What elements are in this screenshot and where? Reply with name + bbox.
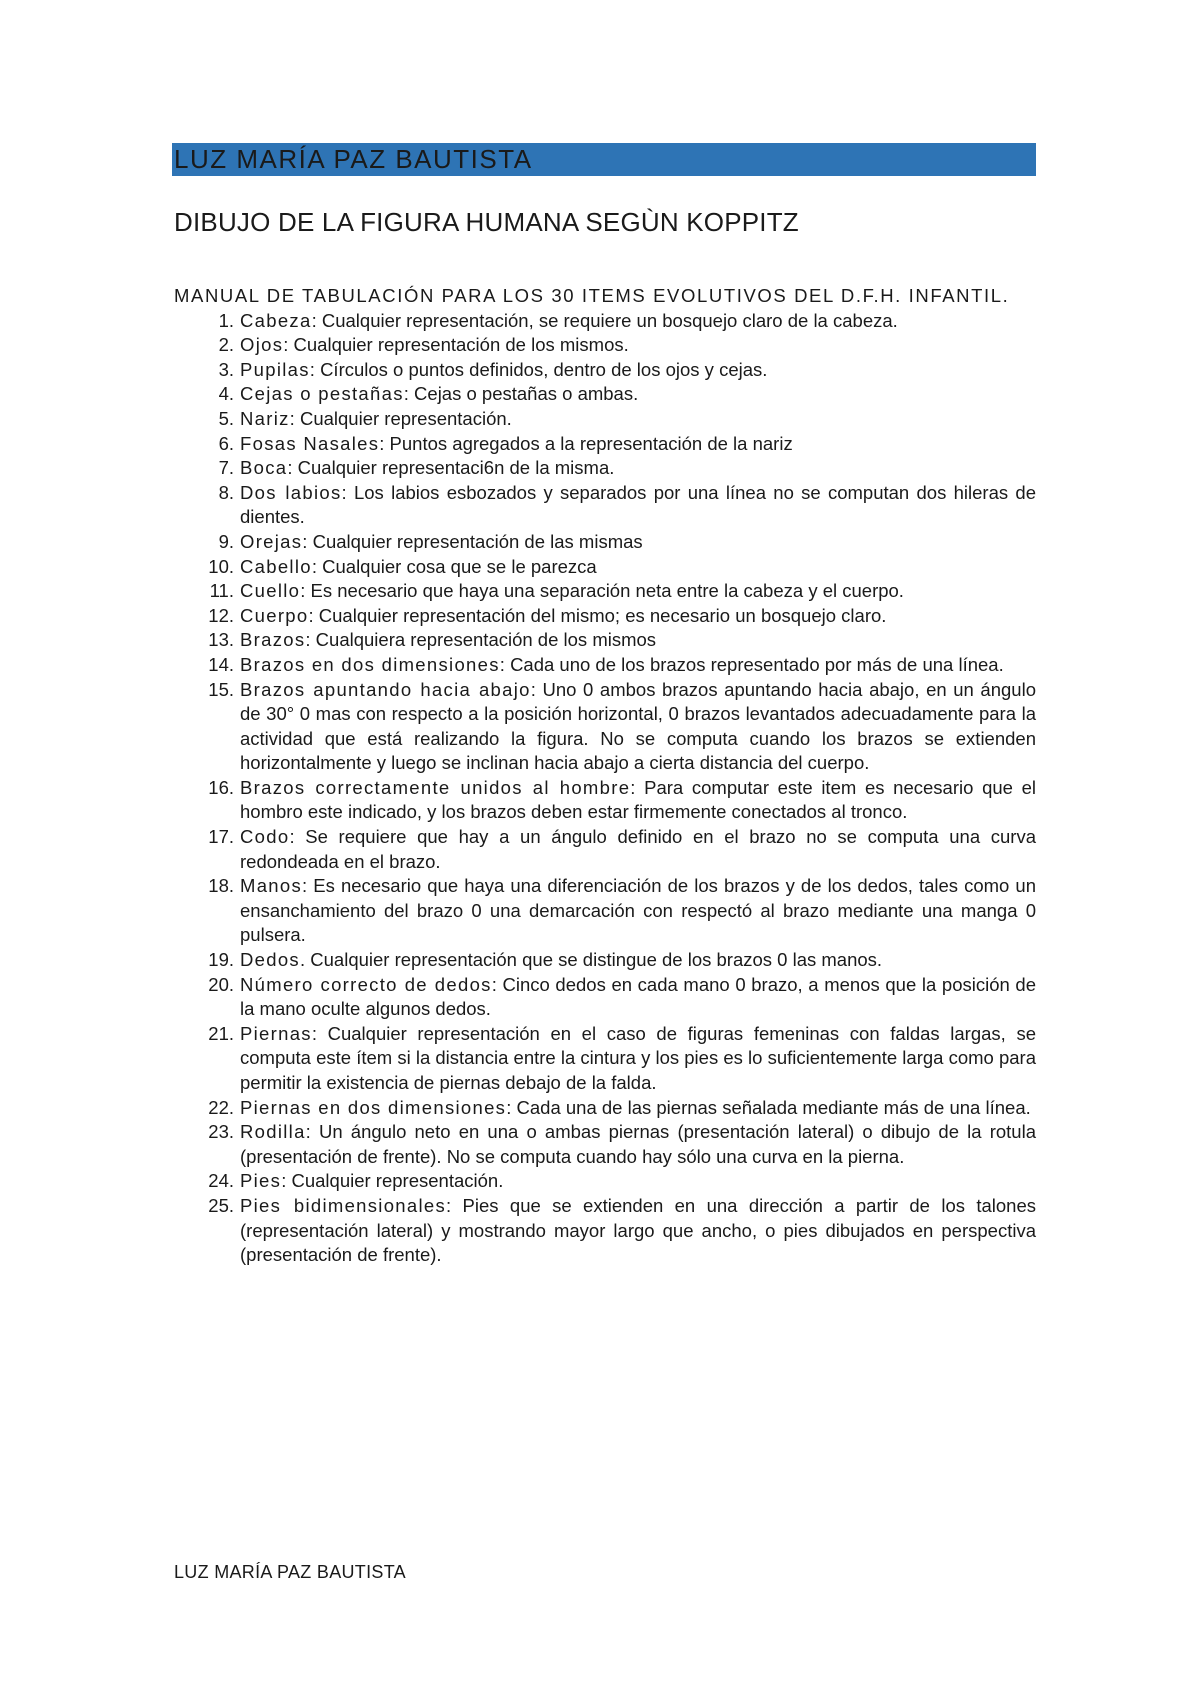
- item-description: Cada una de las piernas señalada mediante más de una línea.: [516, 1096, 1031, 1118]
- item-separator: :: [341, 481, 354, 503]
- item-description: Cualquier representaci6n de la misma.: [297, 457, 615, 479]
- item-separator: :: [311, 1022, 328, 1044]
- item-description: Cejas o pestañas o ambas.: [414, 383, 639, 405]
- item-term: Fosas Nasales: [240, 432, 380, 454]
- item-term: Rodilla: [240, 1121, 306, 1143]
- item-term: Codo: [240, 826, 290, 848]
- item-term: Dedos: [240, 949, 300, 971]
- item-term: Brazos apuntando hacia abajo: [240, 678, 531, 700]
- item-separator: :: [446, 1194, 463, 1216]
- list-item: [174, 555, 1036, 580]
- item-description: Cinco dedos en cada mano 0 brazo, a menos que la posición de la mano oculte algunos dedos.: [240, 973, 1037, 1020]
- item-term: Número correcto de dedos: [240, 973, 492, 995]
- item-description: Cualquier representación de los mismos.: [293, 334, 629, 356]
- item-number: 17.: [208, 826, 234, 848]
- list-item: [174, 481, 1036, 530]
- item-number: 9.: [218, 530, 234, 552]
- list-item: [174, 407, 1036, 432]
- item-term: Boca: [240, 457, 288, 479]
- list-item: [174, 948, 1036, 973]
- item-description: Los labios esbozados y separados por una línea no se computan dos hileras de dientes.: [240, 481, 1036, 528]
- list-item: [174, 530, 1036, 555]
- item-term: Pies bidimensionales: [240, 1194, 447, 1216]
- list-item: [174, 973, 1036, 1022]
- document-body: [174, 284, 1036, 1268]
- item-term: Piernas: [240, 1022, 312, 1044]
- item-number: 5.: [218, 407, 234, 429]
- item-description: Para computar este item es necesario que el hombro este indicado, y los brazos deben estar firmemente conectados al tronco.: [240, 776, 1037, 823]
- item-description: Cada uno de los brazos representado por más de una línea.: [510, 653, 1004, 675]
- item-separator: :: [506, 1096, 517, 1118]
- item-number: 21.: [208, 1022, 234, 1044]
- list-item: [174, 432, 1036, 457]
- document-title: DIBUJO DE LA FIGURA HUMANA SEGÙN KOPPITZ: [174, 207, 799, 237]
- item-number: 22.: [208, 1096, 234, 1118]
- item-separator: :: [311, 309, 322, 331]
- list-item: [174, 1120, 1036, 1169]
- item-term: Brazos correctamente unidos al hombre: [240, 776, 631, 798]
- item-description: Cualquier cosa que se le parezca: [322, 555, 597, 577]
- item-number: 23.: [208, 1121, 234, 1143]
- item-term: Pupilas: [240, 358, 310, 380]
- list-item: [174, 358, 1036, 383]
- list-item: [174, 776, 1036, 825]
- item-term: Manos: [240, 875, 303, 897]
- item-separator: :: [283, 334, 294, 356]
- item-separator: :: [300, 580, 311, 602]
- item-description: Es necesario que haya una separación neta entre la cabeza y el cuerpo.: [310, 580, 904, 602]
- item-description: Un ángulo neto en una o ambas piernas (presentación lateral) o dibujo de la rotula (presentación de frente). No se computa cuando hay sólo una curva en la pierna.: [240, 1121, 1036, 1167]
- item-number: 15.: [208, 678, 234, 700]
- item-description: Se requiere que hay a un ángulo definido en el brazo no se computa una curva redondeada en el brazo.: [240, 826, 1037, 872]
- item-description: Círculos o puntos definidos, dentro de los ojos y cejas.: [320, 358, 768, 380]
- item-separator: :: [302, 875, 314, 897]
- item-separator: :: [287, 457, 298, 479]
- item-description: Cualquier representación, se requiere un bosquejo claro de la cabeza.: [321, 309, 898, 331]
- item-separator: :: [305, 1121, 319, 1143]
- item-separator: :: [530, 678, 543, 700]
- item-number: 13.: [208, 629, 234, 651]
- item-separator: :: [379, 432, 390, 454]
- item-separator: :: [630, 776, 645, 798]
- list-item: [174, 382, 1036, 407]
- list-item: [174, 1169, 1036, 1194]
- item-number: 2.: [218, 334, 234, 356]
- item-separator: :: [305, 629, 316, 651]
- item-description: Es necesario que haya una diferenciación de los brazos y de los dedos, tales como un ensanchamiento del brazo 0 una demarcación con respectó al brazo mediante una manga 0 pulsera.: [240, 875, 1037, 946]
- footer-author: LUZ MARÍA PAZ BAUTISTA: [174, 1562, 406, 1582]
- item-number: 3.: [218, 358, 234, 380]
- item-number: 6.: [218, 432, 234, 454]
- item-number: 20.: [208, 973, 234, 995]
- list-item: [174, 309, 1036, 334]
- manual-heading: MANUAL DE TABULACIÓN PARA LOS 30 ITEMS EVOLUTIVOS DEL D.F.H. INFANTIL.: [174, 285, 1010, 306]
- item-term: Brazos en dos dimensiones: [240, 653, 500, 675]
- item-number: 16.: [208, 776, 234, 798]
- item-separator: :: [491, 973, 503, 995]
- list-item: [174, 825, 1036, 874]
- item-description: Cualquiera representación de los mismos: [315, 629, 657, 651]
- item-description: Pies que se extienden en una dirección a partir de los talones (representación lateral) y mostrando mayor largo que ancho, o pies dibujados en perspectiva (presentación de frente).: [240, 1194, 1037, 1266]
- item-description: Puntos agregados a la representación de la nariz: [389, 432, 793, 454]
- item-term: Ojos: [240, 334, 284, 356]
- item-term: Piernas en dos dimensiones: [240, 1096, 507, 1118]
- item-description: Uno 0 ambos brazos apuntando hacia abajo, en un ángulo de 30° 0 mas con respecto a la posición horizontal, 0 brazos levantados adecuadamente para la actividad que está realizando la figura. No se computa cuando los brazos se extienden horizontalmente y luego se inclinan hacia abajo a cierta distancia del cuerpo.: [240, 678, 1036, 774]
- item-separator: :: [302, 530, 313, 552]
- item-number: 19.: [208, 949, 234, 971]
- item-term: Cabello: [240, 555, 312, 577]
- item-description: Cualquier representación.: [291, 1170, 504, 1192]
- list-item: [174, 628, 1036, 653]
- item-term: Cejas o pestañas: [240, 383, 404, 405]
- item-description: Cualquier representación del mismo; es necesario un bosquejo claro.: [318, 604, 887, 626]
- item-number: 8.: [218, 481, 234, 503]
- item-number: 14.: [208, 653, 234, 675]
- item-description: Cualquier representación que se distingue de los brazos 0 las manos.: [310, 949, 883, 971]
- item-description: Cualquier representación.: [299, 407, 512, 429]
- list-item: [174, 653, 1036, 678]
- item-separator: :: [311, 555, 323, 577]
- item-number: 7.: [218, 457, 234, 479]
- item-separator: :: [289, 826, 306, 848]
- item-number: 1.: [218, 309, 234, 331]
- item-term: Pies: [240, 1170, 282, 1192]
- list-item: [174, 678, 1036, 776]
- list-item: [174, 874, 1036, 948]
- item-separator: :: [289, 407, 300, 429]
- item-description: Cualquier representación en el caso de figuras femeninas con faldas largas, se computa este ítem si la distancia entre la cintura y los pies es lo suficientemente larga como para permitir la existencia de piernas debajo de la falda.: [240, 1022, 1036, 1093]
- list-item: [174, 456, 1036, 481]
- list-item: [174, 1194, 1036, 1268]
- item-number: 11.: [209, 580, 234, 602]
- item-term: Nariz: [240, 407, 290, 429]
- item-separator: :: [403, 383, 415, 405]
- item-description: Cualquier representación de las mismas: [312, 530, 643, 552]
- item-number: 12.: [208, 604, 234, 626]
- item-term: Dos labios: [240, 481, 342, 503]
- item-number: 10.: [208, 555, 234, 577]
- item-separator: :: [308, 604, 319, 626]
- list-item: [174, 333, 1036, 358]
- item-separator: :: [499, 653, 511, 675]
- list-item: [174, 604, 1036, 629]
- item-number: 24.: [208, 1170, 234, 1192]
- item-number: 25.: [208, 1194, 234, 1216]
- item-number: 4.: [218, 383, 234, 405]
- item-term: Cuello: [240, 580, 301, 602]
- list-item: [174, 1096, 1036, 1121]
- item-term: Orejas: [240, 530, 303, 552]
- item-term: Brazos: [240, 629, 306, 651]
- list-item: [174, 1022, 1036, 1096]
- items-list: [174, 309, 1036, 1268]
- author-banner: LUZ MARÍA PAZ BAUTISTA: [172, 143, 1036, 176]
- item-number: 18.: [208, 875, 234, 897]
- item-term: Cuerpo: [240, 604, 309, 626]
- item-separator: :: [309, 358, 321, 380]
- item-term: Cabeza: [240, 309, 312, 331]
- item-separator: :: [281, 1170, 292, 1192]
- list-item: [174, 579, 1036, 604]
- item-separator: .: [299, 949, 311, 971]
